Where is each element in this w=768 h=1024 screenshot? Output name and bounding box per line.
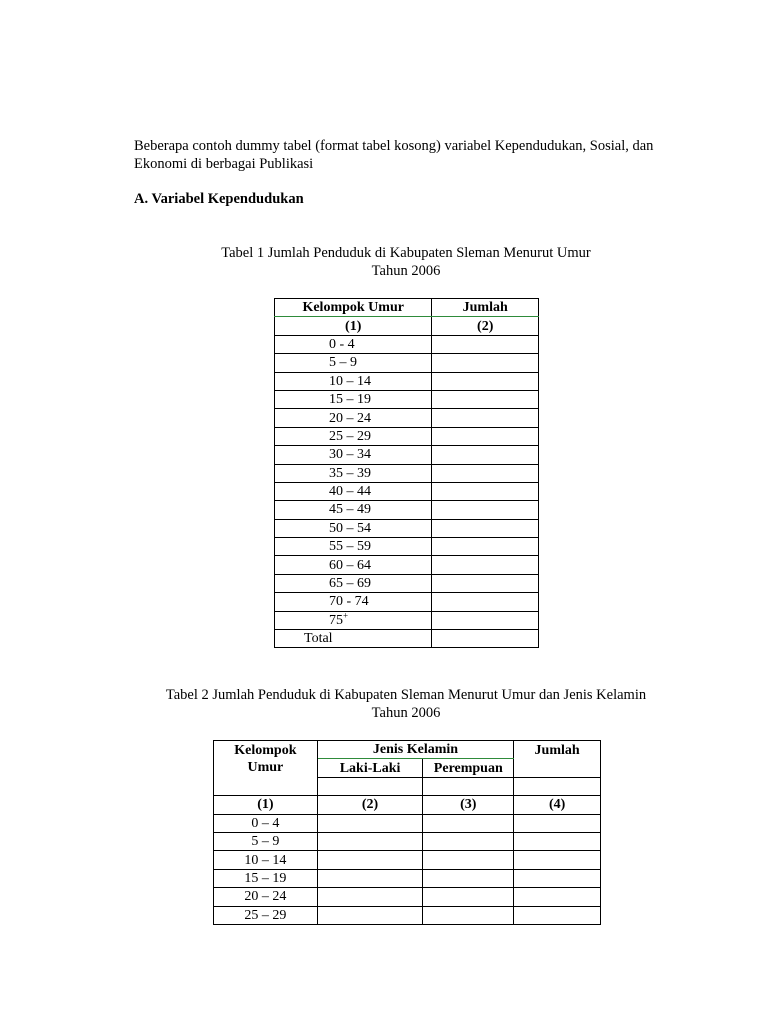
table1-age-group-cell: 10 – 14 — [275, 372, 432, 390]
table1-total-row — [275, 630, 539, 648]
table2-header-row-1 — [214, 741, 601, 759]
table2-colnum-1: (1) — [214, 796, 318, 814]
table1-cell-value — [432, 354, 539, 372]
table1-age-group-cell: 25 – 29 — [275, 427, 432, 445]
table-row — [214, 832, 601, 850]
table1-header-row — [275, 299, 539, 317]
table2-cell-value — [514, 888, 601, 906]
table1-total-label: Total — [275, 630, 432, 648]
table1-cell-value — [432, 593, 539, 611]
table-row — [275, 519, 539, 537]
table-row — [275, 335, 539, 353]
table2-header-age-group — [214, 741, 318, 796]
table1-cell-value — [432, 390, 539, 408]
table2-header-age-line2: Umur — [247, 760, 284, 775]
table1-cell-value — [432, 556, 539, 574]
table2-cell-value — [514, 832, 601, 850]
table-row — [275, 482, 539, 500]
table2-cell-value — [514, 814, 601, 832]
table1-age-group-cell: 35 – 39 — [275, 464, 432, 482]
table2-cell-value — [514, 851, 601, 869]
table2-caption-line1: Tabel 2 Jumlah Penduduk di Kabupaten Sleman Menurut Umur dan Jenis Kelamin — [165, 687, 647, 703]
table-row — [214, 888, 601, 906]
table1-colnum-2: (2) — [432, 317, 539, 335]
table1-cell-value — [432, 372, 539, 390]
table2-column-number-row — [214, 796, 601, 814]
table2-header-male: Laki-Laki — [317, 759, 423, 777]
table2-header-age-line1: Kelompok — [234, 743, 297, 758]
table1-last-group-cell — [275, 611, 432, 629]
table-row — [275, 556, 539, 574]
table-row — [275, 501, 539, 519]
table1-age-group-cell: 40 – 44 — [275, 482, 432, 500]
table2-cell-value — [317, 832, 423, 850]
table1-age-group-cell: 5 – 9 — [275, 354, 432, 372]
table2-colnum-4: (4) — [514, 796, 601, 814]
table2-cell-value — [423, 851, 514, 869]
table-row — [275, 372, 539, 390]
table2-header-female: Perempuan — [423, 759, 514, 777]
table2-cell-value — [423, 869, 514, 887]
table2-age-group-cell: 0 – 4 — [214, 814, 318, 832]
table2-blank-cell — [317, 777, 423, 795]
table1-cell-value — [432, 482, 539, 500]
table1-age-group-cell: 30 – 34 — [275, 446, 432, 464]
table2-colnum-3: (3) — [423, 796, 514, 814]
table2-age-sex-population — [213, 740, 601, 925]
table-row — [214, 851, 601, 869]
table1-cell-value — [432, 446, 539, 464]
table1-age-group-cell: 15 – 19 — [275, 390, 432, 408]
table-row — [214, 906, 601, 924]
table-row — [214, 869, 601, 887]
table2-body — [214, 814, 601, 924]
table1-age-group-cell: 20 – 24 — [275, 409, 432, 427]
table1-header-age-group: Kelompok Umur — [275, 299, 432, 317]
table1-caption-line2: Tahun 2006 — [371, 263, 441, 279]
table1-age-group-cell: 45 – 49 — [275, 501, 432, 519]
table-row — [275, 409, 539, 427]
table-row — [275, 446, 539, 464]
table2-caption-line2: Tahun 2006 — [371, 705, 441, 721]
table2-caption — [22, 686, 768, 722]
table1-age-group-cell: 0 - 4 — [275, 335, 432, 353]
table2-cell-value — [317, 814, 423, 832]
table-row — [275, 427, 539, 445]
table2-cell-value — [317, 869, 423, 887]
table1-age-group-cell: 50 – 54 — [275, 519, 432, 537]
table2-cell-value — [423, 888, 514, 906]
table1-last-group-row — [275, 611, 539, 629]
table1-cell-value — [432, 519, 539, 537]
table-row — [275, 538, 539, 556]
table1-age-population — [274, 298, 539, 648]
table1-cell-value — [432, 409, 539, 427]
table2-cell-value — [514, 869, 601, 887]
table2-cell-value — [317, 906, 423, 924]
intro-paragraph: Beberapa contoh dummy tabel (format tabel kosong) variabel Kependudukan, Sosial, dan Ekonomi di berbagai Publikasi — [134, 138, 654, 172]
table1-age-group-cell: 55 – 59 — [275, 538, 432, 556]
table2-colnum-2: (2) — [317, 796, 423, 814]
table1-colnum-1: (1) — [275, 317, 432, 335]
table2-cell-value — [317, 888, 423, 906]
table1-age-group-cell: 70 - 74 — [275, 593, 432, 611]
table-row — [275, 593, 539, 611]
table1-cell-value — [432, 464, 539, 482]
table1-cell-value — [432, 538, 539, 556]
table1-age-group-cell: 60 – 64 — [275, 556, 432, 574]
table1-column-number-row — [275, 317, 539, 335]
table1-cell-value — [432, 611, 539, 629]
table1-cell-value — [432, 335, 539, 353]
table1-cell-value — [432, 501, 539, 519]
table1-caption — [22, 244, 768, 280]
table2-age-group-cell: 10 – 14 — [214, 851, 318, 869]
table-row — [275, 574, 539, 592]
table2-age-group-cell: 5 – 9 — [214, 832, 318, 850]
table2-cell-value — [317, 851, 423, 869]
table-row — [275, 390, 539, 408]
table2-header-total: Jumlah — [514, 741, 601, 778]
table1-cell-value — [432, 427, 539, 445]
table1-caption-line1: Tabel 1 Jumlah Penduduk di Kabupaten Sleman Menurut Umur — [221, 245, 591, 261]
table1-age-group-cell: 65 – 69 — [275, 574, 432, 592]
section-heading: A. Variabel Kependudukan — [134, 191, 304, 207]
table2-age-group-cell: 15 – 19 — [214, 869, 318, 887]
table1-cell-value — [432, 574, 539, 592]
table1-total-value — [432, 630, 539, 648]
table2-cell-value — [423, 814, 514, 832]
table1-header-total: Jumlah — [432, 299, 539, 317]
table-row — [214, 814, 601, 832]
table1-last-group-label: 75 — [329, 612, 343, 628]
table2-age-group-cell: 25 – 29 — [214, 906, 318, 924]
table1-last-group-sup: + — [343, 610, 349, 621]
table2-header-sex: Jenis Kelamin — [317, 741, 513, 759]
table2-cell-value — [423, 832, 514, 850]
table2-blank-cell — [423, 777, 514, 795]
table2-cell-value — [423, 906, 514, 924]
table-row — [275, 464, 539, 482]
table2-age-group-cell: 20 – 24 — [214, 888, 318, 906]
table-row — [275, 354, 539, 372]
table2-blank-cell — [514, 777, 601, 795]
table1-body — [275, 335, 539, 611]
table2-cell-value — [514, 906, 601, 924]
